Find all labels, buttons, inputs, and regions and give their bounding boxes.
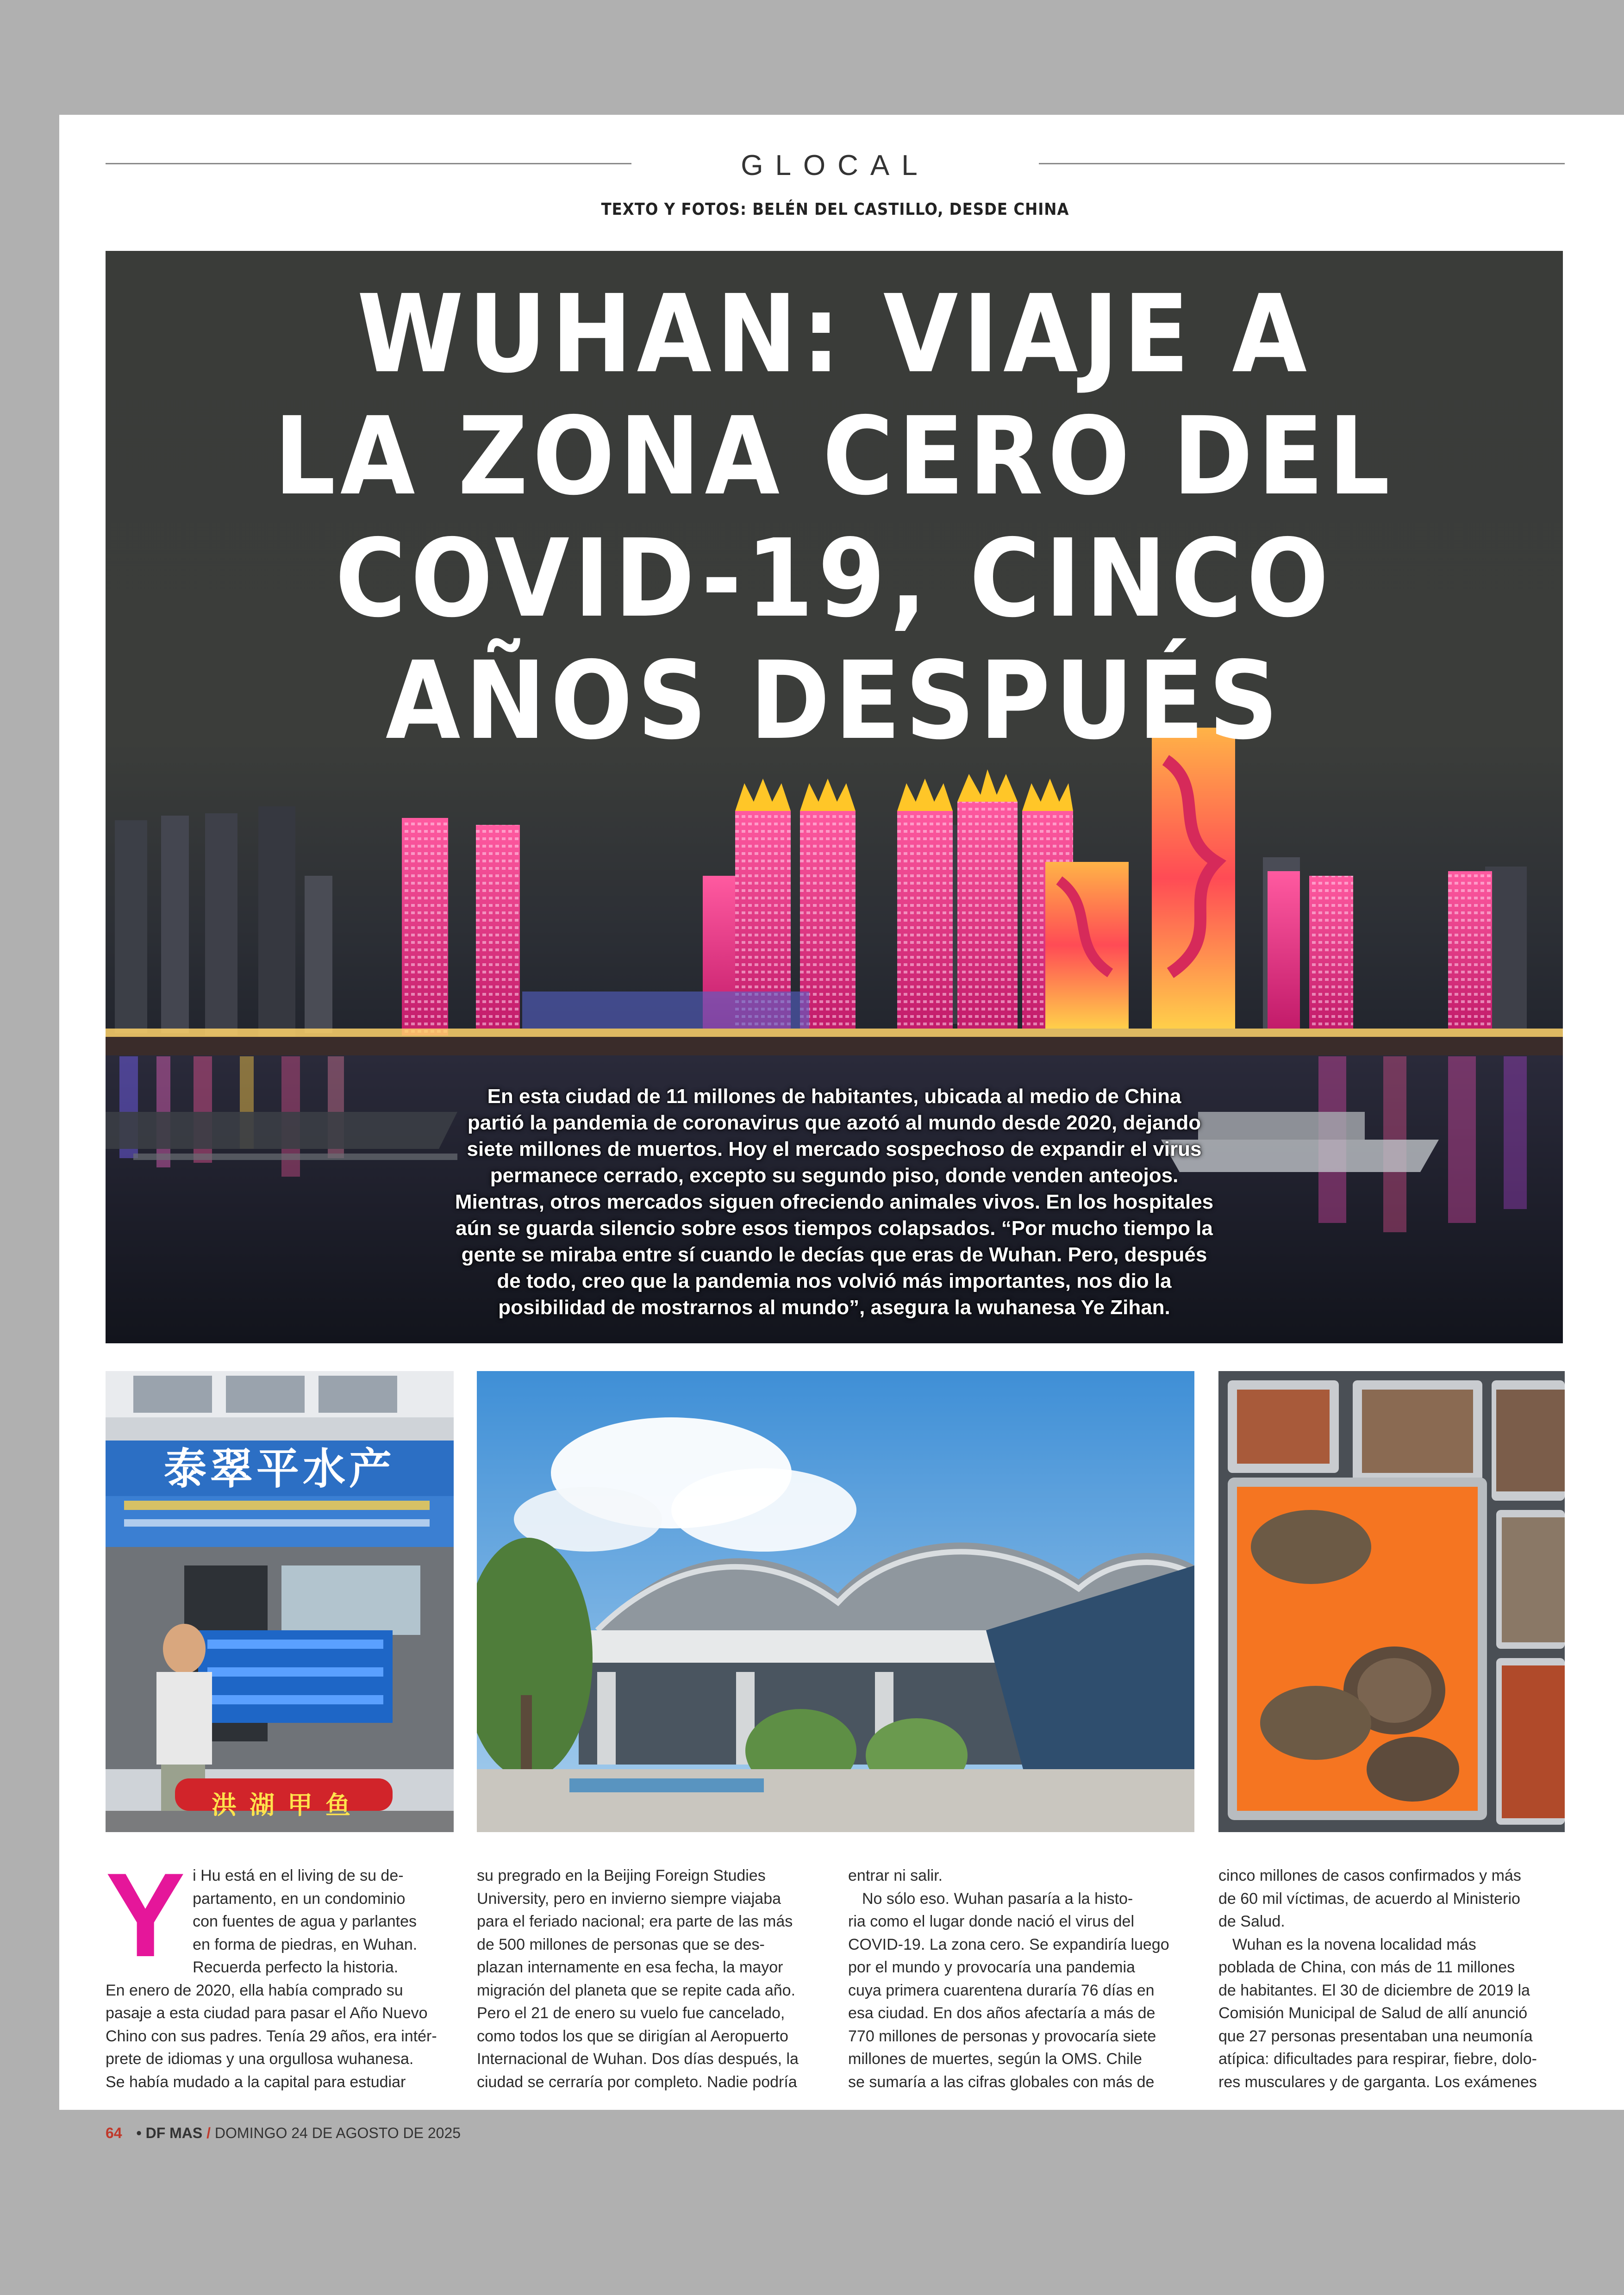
footer-separator: / bbox=[206, 2125, 211, 2141]
body-column-1 bbox=[106, 1865, 455, 2096]
body-line: de Salud. bbox=[1218, 1913, 1285, 1930]
body-line: se sumaría a las cifras globales con más de bbox=[848, 2073, 1155, 2091]
hero-photo bbox=[106, 251, 1563, 1343]
body-line: poblada de China, con más de 11 millones bbox=[1218, 1958, 1515, 1976]
body-line: No sólo eso. Wuhan pasaría a la histo- bbox=[862, 1890, 1133, 1908]
standfirst-line: Mientras, otros mercados siguen ofreciendo animales vivos. En los hospitales bbox=[455, 1191, 1214, 1213]
dropcap: Y bbox=[106, 1865, 186, 1982]
market-storefront-photo bbox=[106, 1371, 454, 1832]
body-line: Chino con sus padres. Tenía 29 años, era intér- bbox=[106, 2027, 437, 2045]
body-line: COVID-19. La zona cero. Se expandiría luego bbox=[848, 1935, 1169, 1953]
body-line: University, pero en invierno siempre viajaba bbox=[477, 1890, 781, 1908]
terminal-building-photo bbox=[477, 1371, 1194, 1832]
standfirst-line: de todo, creo que la pandemia nos volvió más importantes, nos dio la bbox=[497, 1270, 1172, 1292]
issue-date: DOMINGO 24 DE AGOSTO DE 2025 bbox=[214, 2125, 461, 2141]
section-label: GLOCAL bbox=[741, 150, 930, 181]
body-column-3 bbox=[848, 1865, 1198, 2096]
headline-line: AÑOS DESPUÉS bbox=[385, 638, 1283, 763]
terminal-illustration bbox=[477, 1371, 1194, 1832]
body-line: como todos los que se dirigían al Aeropuerto bbox=[477, 2027, 788, 2045]
body-line: i Hu está en el living de su de- bbox=[193, 1867, 404, 1884]
live-turtles-photo bbox=[1218, 1371, 1565, 1832]
body-line: Comisión Municipal de Salud de allí anunció bbox=[1218, 2004, 1528, 2022]
body-line: cuya primera cuarentena duraría 76 días en bbox=[848, 1981, 1155, 1999]
body-line: prete de idiomas y una orgullosa wuhanesa. bbox=[106, 2050, 414, 2068]
standfirst bbox=[430, 1083, 1239, 1321]
body-line: millones de muertes, según la OMS. Chile bbox=[848, 2050, 1142, 2068]
body-line: Se había mudado a la capital para estudiar bbox=[106, 2073, 406, 2091]
headline-line: COVID-19, CINCO bbox=[335, 516, 1334, 641]
body-line: ciudad se cerraría por completo. Nadie podría bbox=[477, 2073, 797, 2091]
body-line: 770 millones de personas y provocaría siete bbox=[848, 2027, 1156, 2045]
body-line: Pero el 21 de enero su vuelo fue cancelado, bbox=[477, 2004, 785, 2022]
body-column-2 bbox=[477, 1865, 826, 2096]
body-line: de 500 millones de personas que se des- bbox=[477, 1935, 765, 1953]
body-line: atípica: dificultades para respirar, fiebre, dolo- bbox=[1218, 2050, 1537, 2068]
body-line: en forma de piedras, en Wuhan. bbox=[193, 1935, 418, 1953]
headline-line: LA ZONA CERO DEL bbox=[274, 394, 1395, 519]
standfirst-line: gente se miraba entre sí cuando le decías que eras de Wuhan. Pero, después bbox=[461, 1243, 1207, 1266]
page-footer bbox=[106, 2125, 461, 2142]
market-sign-text: 泰翠平水产 bbox=[163, 1444, 395, 1494]
body-line: res musculares y de garganta. Los exámenes bbox=[1218, 2073, 1537, 2091]
body-line: Internacional de Wuhan. Dos días después, la bbox=[477, 2050, 799, 2068]
turtles-illustration bbox=[1218, 1371, 1565, 1832]
body-line: para el feriado nacional; era parte de las más bbox=[477, 1913, 793, 1930]
body-column-4 bbox=[1218, 1865, 1568, 2096]
standfirst-line: siete millones de muertos. Hoy el mercado sospechoso de expandir el virus bbox=[467, 1138, 1202, 1160]
body-line: ria como el lugar donde nació el virus del bbox=[848, 1913, 1135, 1930]
body-line: plazan internamente en esa fecha, la mayor bbox=[477, 1958, 783, 1976]
body-line: Wuhan es la novena localidad más bbox=[1232, 1935, 1476, 1953]
body-line: pasaje a esta ciudad para pasar el Año Nuevo bbox=[106, 2004, 428, 2022]
header-rule-left bbox=[106, 163, 631, 164]
standfirst-line: aún se guarda silencio sobre esos tiempos colapsados. “Por mucho tiempo la bbox=[456, 1217, 1213, 1240]
market-banner-text: 洪湖甲鱼 bbox=[212, 1790, 363, 1820]
body-line: cinco millones de casos confirmados y más bbox=[1218, 1867, 1521, 1884]
body-line: partamento, en un condominio bbox=[193, 1890, 406, 1908]
body-line: de 60 mil víctimas, de acuerdo al Ministerio bbox=[1218, 1890, 1520, 1908]
header-rule-right bbox=[1039, 163, 1565, 164]
body-line: En enero de 2020, ella había comprado su bbox=[106, 1981, 403, 1999]
standfirst-line: En esta ciudad de 11 millones de habitantes, ubicada al medio de China bbox=[487, 1085, 1181, 1108]
standfirst-line: partió la pandemia de coronavirus que azotó al mundo desde 2020, dejando bbox=[467, 1111, 1201, 1134]
headline bbox=[106, 273, 1563, 762]
standfirst-line: permanece cerrado, excepto su segundo piso, donde venden anteojos. bbox=[490, 1164, 1179, 1187]
standfirst-line: posibilidad de mostrarnos al mundo”, asegura la wuhanesa Ye Zihan. bbox=[498, 1296, 1170, 1319]
body-line: migración del planeta que se repite cada año. bbox=[477, 1981, 796, 1999]
body-line: con fuentes de agua y parlantes bbox=[193, 1913, 417, 1930]
headline-line: WUHAN: VIAJE A bbox=[357, 272, 1312, 397]
body-line: esa ciudad. En dos años afectaría a más de bbox=[848, 2004, 1156, 2022]
body-line: de habitantes. El 30 de diciembre de 2019 la bbox=[1218, 1981, 1530, 1999]
body-line: Recuerda perfecto la historia. bbox=[193, 1958, 399, 1976]
body-line: por el mundo y provocaría una pandemia bbox=[848, 1958, 1135, 1976]
body-line: su pregrado en la Beijing Foreign Studies bbox=[477, 1867, 766, 1884]
byline-credit: TEXTO Y FOTOS: BELÉN DEL CASTILLO, DESDE CHINA bbox=[601, 200, 1069, 219]
magazine-name: • DF MAS bbox=[136, 2125, 203, 2141]
body-line: que 27 personas presentaban una neumonía bbox=[1218, 2027, 1533, 2045]
page-number: 64 bbox=[106, 2125, 122, 2141]
body-line: entrar ni salir. bbox=[848, 1867, 943, 1884]
